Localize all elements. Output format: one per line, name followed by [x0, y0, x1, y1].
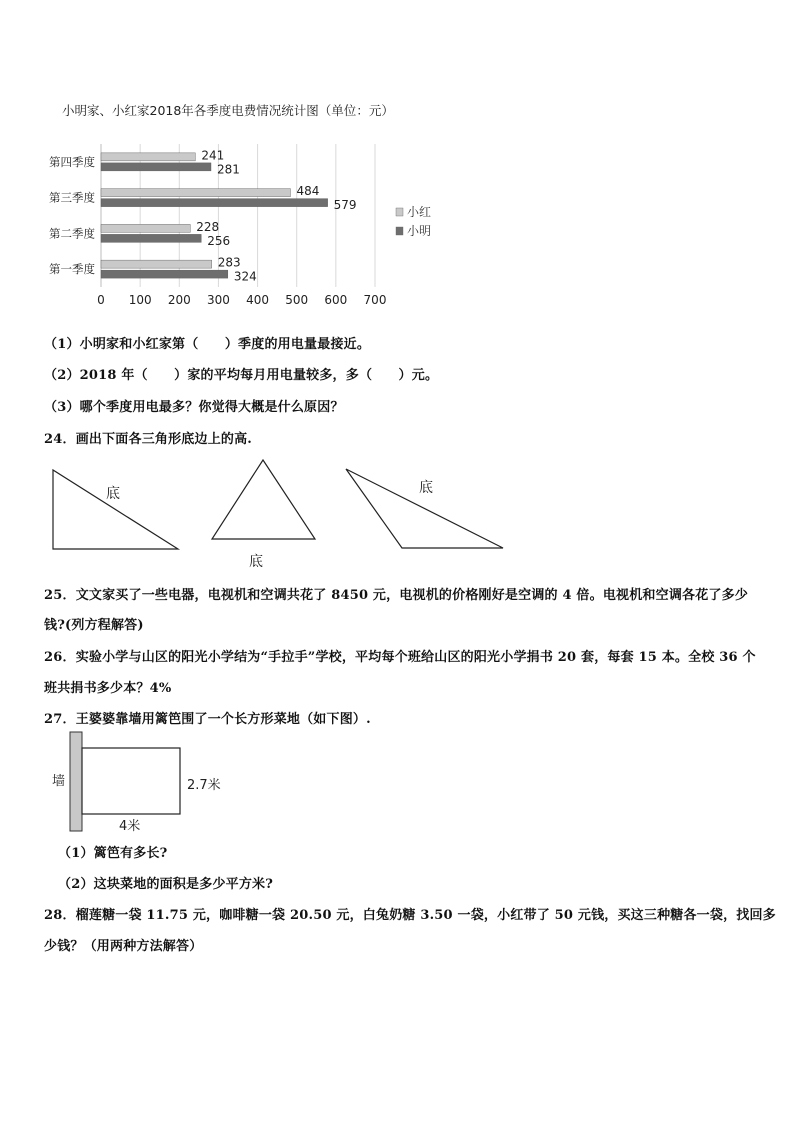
data-label: 283: [217, 255, 241, 270]
category-label: 第三季度: [49, 190, 95, 205]
bar-xiaoming: [101, 199, 328, 207]
bar-xiaohong: [101, 153, 195, 161]
question-27-2: （2）这块菜地的面积是多少平方米?: [58, 877, 274, 892]
x-tick-label: 600: [324, 293, 348, 307]
bar-xiaoming: [101, 234, 201, 242]
triangle-2-base-label: 底: [249, 554, 263, 570]
bar-chart: [0, 0, 794, 330]
legend-swatch: [396, 208, 403, 216]
legend-swatch: [396, 227, 403, 235]
data-label: 241: [201, 148, 225, 163]
question-25-line2: 钱?(列方程解答): [44, 618, 144, 633]
x-tick-label: 400: [246, 293, 270, 307]
data-label: 579: [333, 198, 357, 213]
triangle-3-base-label: 底: [419, 480, 433, 496]
chart-title: 小明家、小红家2018年各季度电费情况统计图（单位：元）: [62, 103, 394, 118]
x-tick-label: 0: [97, 293, 105, 307]
bar-xiaohong: [101, 260, 212, 268]
legend-label: 小红: [407, 205, 432, 219]
question-28-line1: 28．榴莲糖一袋 11.75 元，咖啡糖一袋 20.50 元，白兔奶糖 3.50 一袋，小红带了 50 元钱，买这三种糖各一袋，找回多: [44, 908, 776, 923]
category-label: 第四季度: [49, 154, 95, 169]
triangles-figure: [0, 450, 794, 575]
question-25-line1: 25．文文家买了一些电器，电视机和空调共花了 8450 元，电视机的价格刚好是空调的 4 倍。电视机和空调各花了多少: [44, 588, 749, 603]
x-tick-label: 200: [167, 293, 191, 307]
data-label: 228: [196, 219, 220, 234]
data-label: 281: [216, 162, 240, 177]
triangle-1-base-label: 底: [106, 486, 120, 502]
x-tick-label: 300: [206, 293, 230, 307]
bar-xiaohong: [101, 224, 190, 232]
right-triangle: [53, 470, 178, 549]
category-label: 第一季度: [49, 262, 95, 277]
question-23-1: （1）小明家和小红家第（ ）季度的用电量最接近。: [44, 337, 371, 352]
question-26-line1: 26．实验小学与山区的阳光小学结为“手拉手”学校，平均每个班给山区的阳光小学捐书 20 套，每套 15 本。全校 36 个: [44, 650, 756, 665]
question-23-2: （2）2018 年（ ）家的平均每月用电量较多，多（ ）元。: [44, 368, 439, 383]
data-label: 484: [296, 184, 320, 199]
question-27: 27．王婆婆靠墙用篱笆围了一个长方形菜地（如下图）.: [44, 712, 371, 727]
legend-label: 小明: [407, 224, 432, 238]
acute-triangle: [212, 460, 315, 539]
bar-xiaohong: [101, 189, 290, 197]
wall-bar: [70, 732, 82, 831]
data-label: 324: [233, 269, 257, 284]
x-tick-label: 100: [128, 293, 152, 307]
question-28-line2: 少钱？（用两种方法解答）: [44, 939, 203, 954]
question-24: 24．画出下面各三角形底边上的高.: [44, 432, 253, 447]
category-label: 第二季度: [49, 226, 95, 241]
question-23-3: （3）哪个季度用电最多？你觉得大概是什么原因？: [44, 400, 344, 415]
fence-rect-figure: [0, 725, 300, 840]
question-26-line2: 班共捐书多少本？4%: [44, 681, 172, 696]
vegetable-plot: [82, 748, 180, 814]
x-tick-label: 700: [363, 293, 387, 307]
x-tick-label: 500: [285, 293, 309, 307]
data-label: 256: [207, 233, 231, 248]
question-27-1: （1）篱笆有多长?: [58, 846, 168, 861]
width-label: 4米: [119, 819, 141, 834]
bar-xiaoming: [101, 270, 228, 278]
wall-label: 墙: [52, 774, 66, 789]
height-label: 2.7米: [187, 778, 221, 793]
bar-xiaoming: [101, 163, 211, 171]
